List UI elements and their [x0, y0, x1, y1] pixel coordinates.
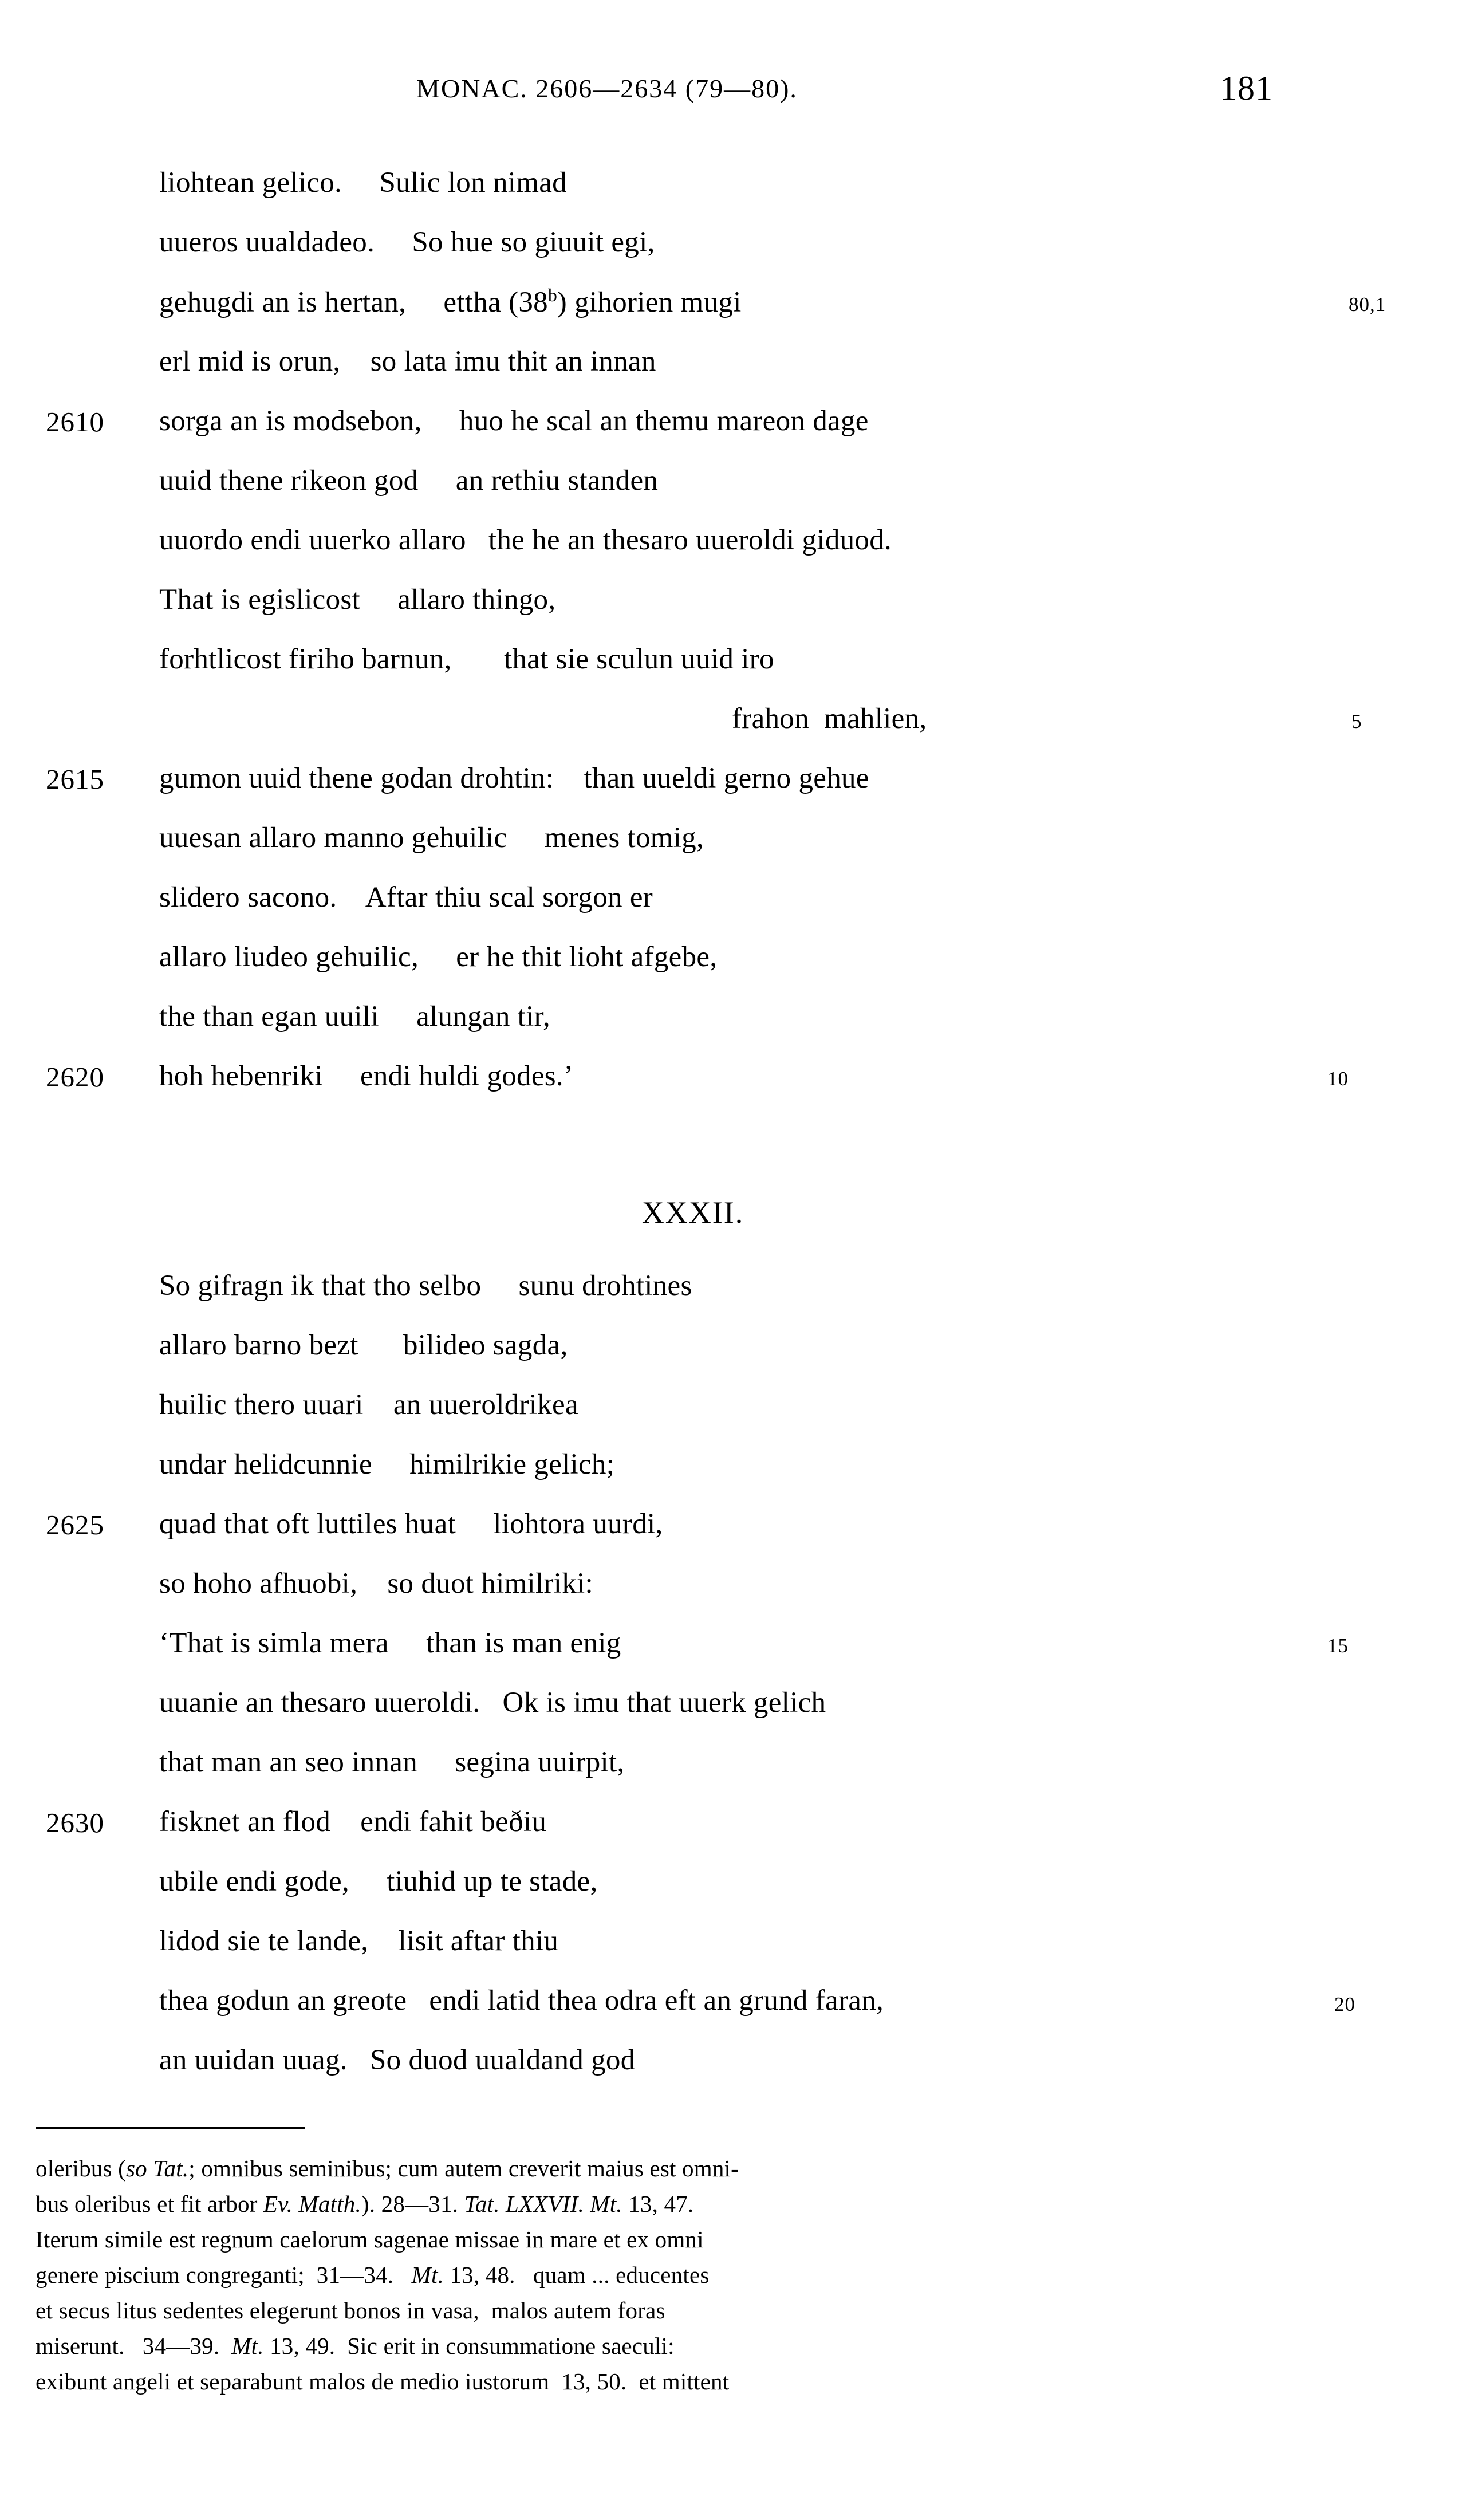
verse-text: uuid thene rikeon god an rethiu standen: [159, 464, 659, 497]
verse-text: so hoho afhuobi, so duot himilriki:: [159, 1568, 593, 1600]
verse-line: [0, 1562, 1466, 1622]
verse-text: erl mid is orun, so lata imu thit an innan: [159, 345, 656, 377]
verse-line: [0, 638, 1466, 698]
verse-text: allaro barno bezt bilideo sagda,: [159, 1329, 568, 1361]
footnote-apparatus: [36, 2155, 1318, 2403]
verse-text: thea godun an greote endi latid thea odra eft an grund faran,: [159, 1984, 884, 2017]
verse-text: ‘That is simla mera than is man enig: [159, 1627, 621, 1659]
footnote-text: Iterum simile est regnum caelorum sagenae missae in mare et ex omni: [36, 2226, 704, 2253]
verse-text: lidod sie te lande, lisit aftar thiu: [159, 1925, 559, 1957]
verse-line: [0, 1801, 1466, 1860]
footnote-abbreviation: Ev. Matth.: [263, 2191, 361, 2217]
verse-text: sorga an is modsebon, huo he scal an themu mareon dage: [159, 405, 869, 437]
footnote-line: [36, 2368, 1318, 2403]
verse-line: [0, 698, 1466, 757]
verse-line: [0, 995, 1466, 1055]
verse-line: [0, 757, 1466, 817]
verse-number: 2620: [46, 1061, 104, 1093]
verse-text: ubile endi gode, tiuhid up te stade,: [159, 1865, 598, 1897]
footnote-line: [36, 2190, 1318, 2226]
verse-text: quad that oft luttiles huat liohtora uurdi,: [159, 1508, 663, 1540]
verse-line: [0, 221, 1466, 281]
footnote-abbreviation: so Tat.: [126, 2155, 189, 2182]
verse-number: 2625: [46, 1509, 104, 1541]
verse-text: huilic thero uuari an uueroldrikea: [159, 1389, 578, 1421]
chapter-heading: XXXII.: [641, 1195, 744, 1230]
footnote-text: miserunt. 34—39.: [36, 2333, 232, 2359]
verse-text: that man an seo innan segina uuirpit,: [159, 1746, 625, 1778]
footnote-text: et secus litus sedentes elegerunt bonos in vasa, malos autem foras: [36, 2297, 665, 2324]
verse-text: allaro liudeo gehuilic, er he thit lioht afgebe,: [159, 941, 718, 973]
footnote-text: 13, 47.: [622, 2191, 694, 2217]
verse-text: slidero sacono. Aftar thiu scal sorgon er: [159, 881, 653, 914]
verse-line: [0, 162, 1466, 221]
verse-text: uuanie an thesaro uueroldi. Ok is imu that uuerk gelich: [159, 1687, 826, 1719]
verse-line: [0, 876, 1466, 936]
running-head-title: MONAC. 2606—2634 (79—80).: [416, 74, 798, 103]
verse-line: [0, 936, 1466, 995]
verse-line: [0, 459, 1466, 519]
verse-text: forhtlicost firiho barnun, that sie sculun uuid iro: [159, 643, 774, 675]
verse-line: [0, 1055, 1466, 1115]
footnote-text: 13, 48. quam ... educentes: [444, 2262, 710, 2288]
verse-text: So gifragn ik that tho selbo sunu drohtines: [159, 1270, 692, 1302]
margin-line-number: 15: [1327, 1635, 1349, 1657]
footnote-separator-rule: [36, 2127, 305, 2129]
footnote-text: 13, 49. Sic erit in consummatione saeculi:: [263, 2333, 675, 2359]
footnote-abbreviation: Mt.: [231, 2333, 264, 2359]
verse-line: [0, 1324, 1466, 1384]
verse-line: [0, 519, 1466, 578]
footnote-line: [36, 2226, 1318, 2261]
verse-line: [0, 817, 1466, 876]
footnote-line: [36, 2261, 1318, 2297]
footnote-line: [36, 2297, 1318, 2332]
verse-line: [0, 1265, 1466, 1324]
verse-text: an uuidan uuag. So duod uualdand god: [159, 2044, 636, 2076]
verse-text: fisknet an flod endi fahit beðiu: [159, 1806, 547, 1838]
footnote-line: [36, 2332, 1318, 2368]
verse-line: [0, 1920, 1466, 1979]
verse-line: [0, 1682, 1466, 1741]
margin-line-number: 5: [1351, 710, 1362, 733]
verse-text: That is egislicost allaro thingo,: [159, 584, 556, 616]
verse-line: [0, 578, 1466, 638]
running-head: [0, 69, 1466, 113]
margin-line-number: 80,1: [1349, 293, 1386, 316]
verse-text: gehugdi an is hertan, ettha (38$^b$) gihorien mugi: [159, 285, 742, 318]
verse-line: [0, 400, 1466, 459]
verse-text: undar helidcunnie himilrikie gelich;: [159, 1448, 615, 1480]
verse-line: [0, 1503, 1466, 1562]
verse-text: gumon uuid thene godan drohtin: than uueldi gerno gehue: [159, 762, 869, 794]
verse-line: [0, 340, 1466, 400]
verse-line: [0, 1384, 1466, 1443]
footnote-text: oleribus (: [36, 2155, 126, 2182]
verse-text: uuordo endi uuerko allaro the he an thesaro uueroldi giduod.: [159, 524, 892, 556]
verse-line: [0, 1443, 1466, 1503]
verse-number: 2610: [46, 406, 104, 438]
footnote-text: ; omnibus seminibus; cum autem creverit maius est omni-: [188, 2155, 739, 2182]
verse-line: [0, 1622, 1466, 1682]
verse-text: uueros uualdadeo. So hue so giuuit egi,: [159, 226, 655, 258]
verse-text: the than egan uuili alungan tir,: [159, 1001, 550, 1033]
verse-line: [0, 1979, 1466, 2039]
verse-line: [0, 1741, 1466, 1801]
folio-marker: b: [547, 285, 557, 305]
footnote-line: [36, 2155, 1318, 2190]
verse-number: 2615: [46, 763, 104, 795]
verse-line: [0, 281, 1466, 340]
footnote-abbreviation: Mt.: [411, 2262, 444, 2288]
footnote-text: genere piscium congreganti; 31—34.: [36, 2262, 412, 2288]
footnote-text: exibunt angeli et separabunt malos de medio iustorum 13, 50. et mittent: [36, 2368, 730, 2395]
verse-block-first: [0, 162, 1466, 1115]
verse-number: 2630: [46, 1807, 104, 1838]
verse-text: hoh hebenriki endi huldi godes.’: [159, 1060, 574, 1092]
footnote-text: bus oleribus et fit arbor: [36, 2191, 264, 2217]
footnote-text: ). 28—31.: [361, 2191, 464, 2217]
page-number: 181: [1220, 69, 1273, 107]
verse-line: [0, 1860, 1466, 1920]
margin-line-number: 20: [1334, 1993, 1355, 2015]
verse-line: [0, 2039, 1466, 2098]
margin-line-number: 10: [1327, 1068, 1349, 1090]
verse-text: liohtean gelico. Sulic lon nimad: [159, 167, 567, 199]
verse-text: uuesan allaro manno gehuilic menes tomig,: [159, 822, 704, 854]
verse-block-second: [0, 1265, 1466, 2098]
footnote-abbreviation: Tat. LXXVII. Mt.: [464, 2191, 622, 2217]
verse-text: frahon mahlien,: [732, 703, 927, 735]
